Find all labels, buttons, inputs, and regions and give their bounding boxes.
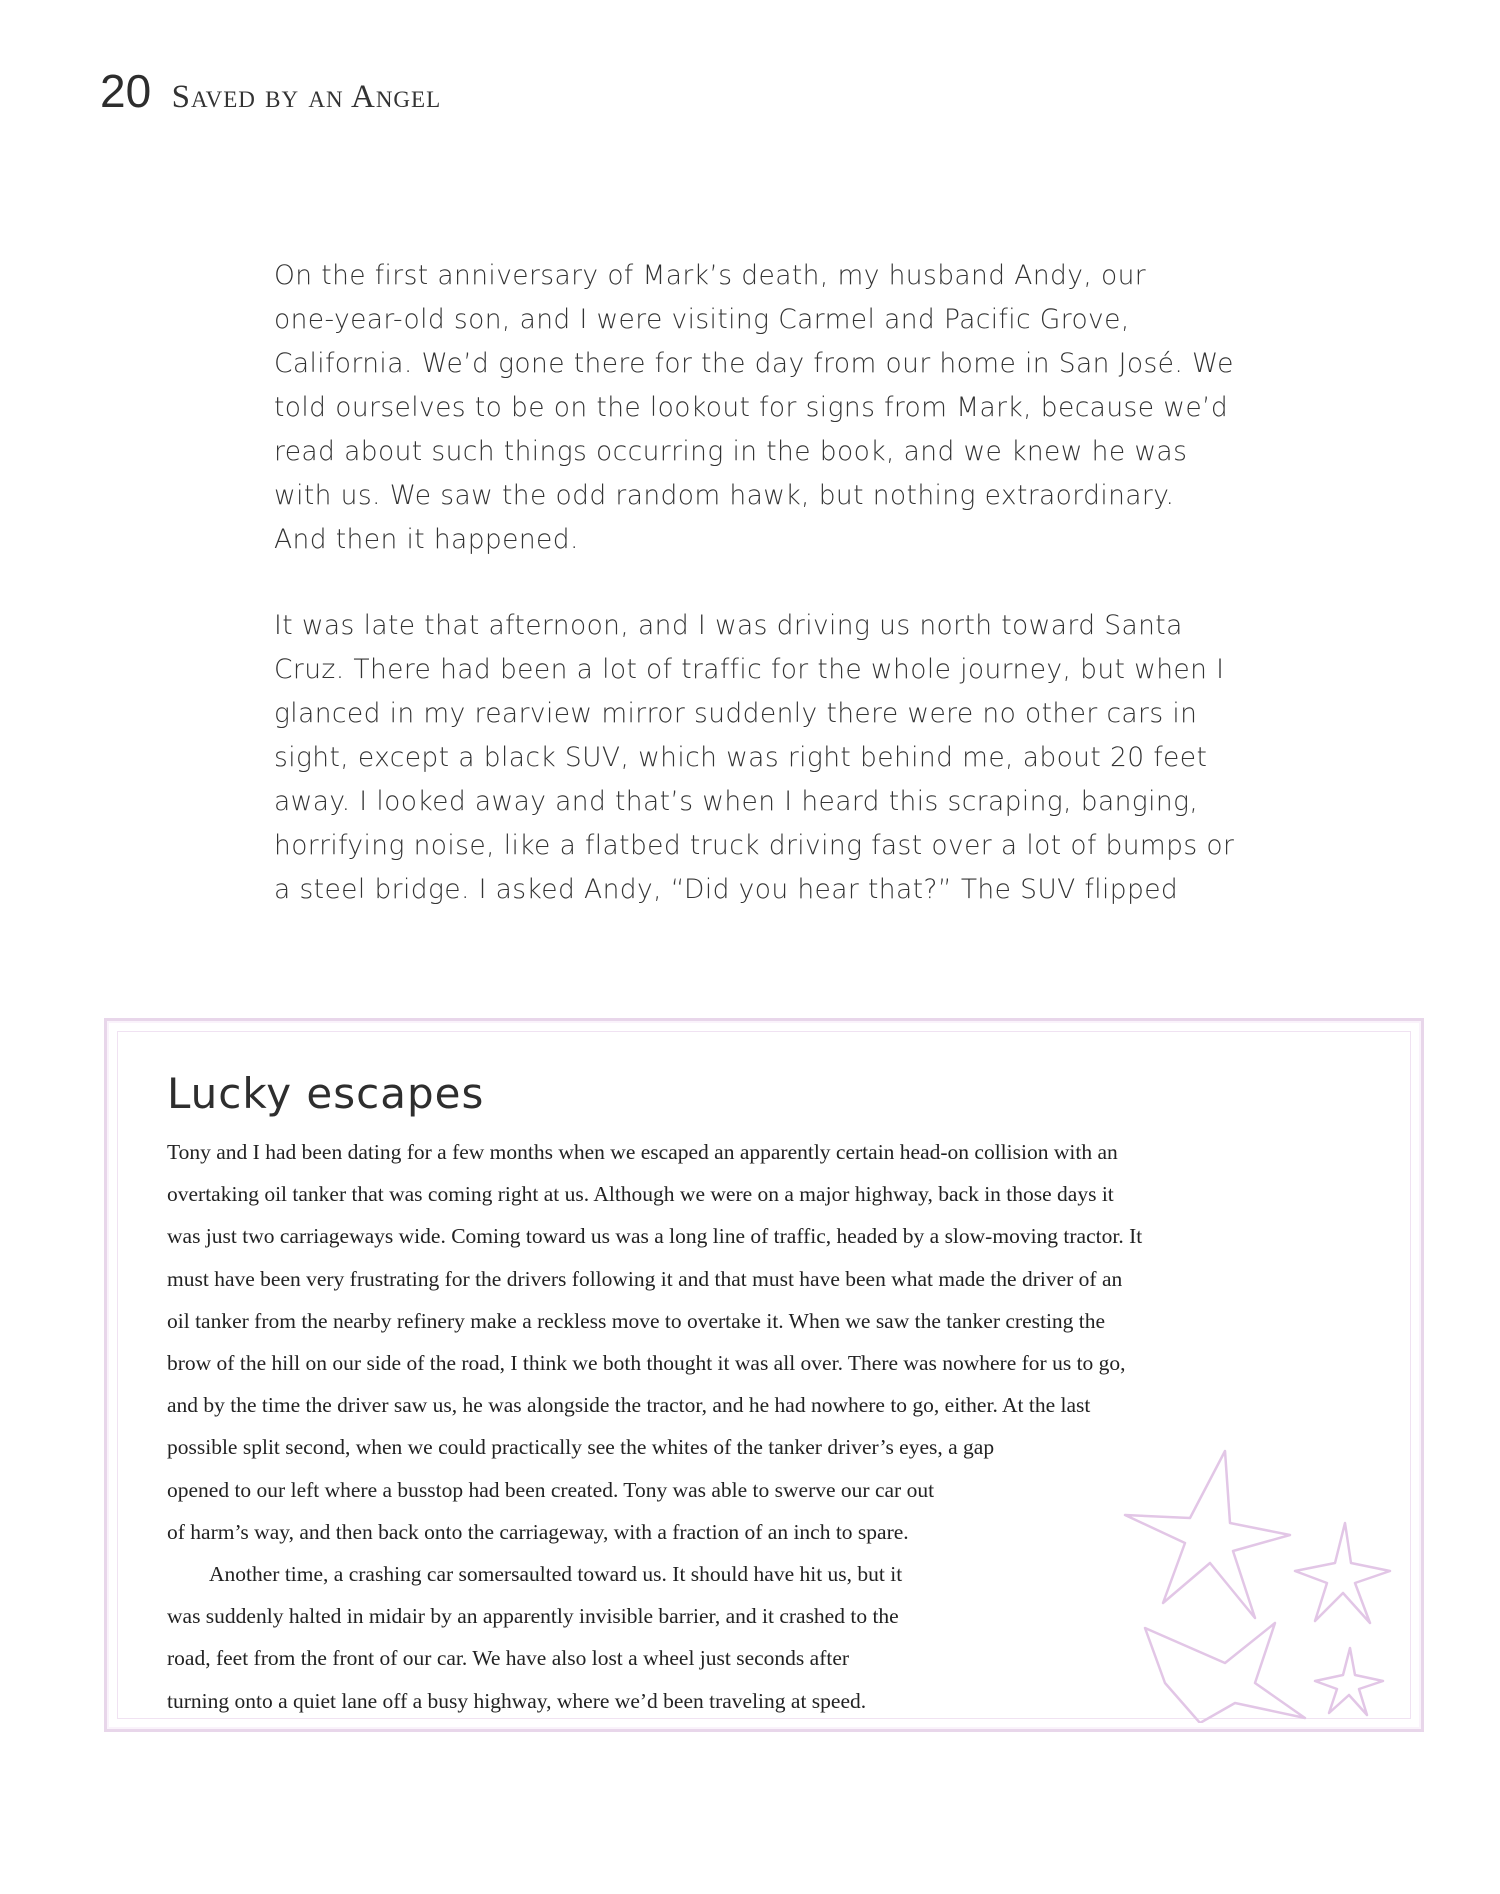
sidebar-title: Lucky escapes bbox=[167, 1069, 485, 1118]
text-line: California. We’d gone there for the day from our home in San José. We bbox=[274, 348, 1234, 379]
text-line: And then it happened. bbox=[274, 524, 579, 555]
text-line: was suddenly halted in midair by an apparently invisible barrier, and it crashed to the bbox=[167, 1604, 899, 1629]
main-paragraph-1 bbox=[274, 254, 1294, 562]
text-line: must have been very frustrating for the drivers following it and that must have been what made the driver of an bbox=[167, 1266, 1123, 1291]
text-line: was just two carriageways wide. Coming toward us was a long line of traffic, headed by a slow-moving tractor. It bbox=[167, 1224, 1143, 1249]
sidebar-body bbox=[167, 1131, 1387, 1722]
text-line: of harm’s way, and then back onto the carriageway, with a fraction of an inch to spare. bbox=[167, 1519, 909, 1544]
text-line: glanced in my rearview mirror suddenly there were no other cars in bbox=[274, 698, 1198, 729]
text-line: opened to our left where a busstop had been created. Tony was able to swerve our car out bbox=[167, 1477, 935, 1502]
book-title: Saved by an Angel bbox=[171, 79, 442, 115]
text-line: one-year-old son, and I were visiting Carmel and Pacific Grove, bbox=[274, 304, 1130, 335]
text-line: Cruz. There had been a lot of traffic for the whole journey, but when I bbox=[274, 654, 1225, 685]
text-line: with us. We saw the odd random hawk, but nothing extraordinary. bbox=[274, 480, 1175, 511]
sidebar-box bbox=[104, 1018, 1424, 1732]
text-line: overtaking oil tanker that was coming right at us. Although we were on a major highway, back in those days it bbox=[167, 1182, 1114, 1207]
text-line: Another time, a crashing car somersaulted toward us. It should have hit us, but it bbox=[209, 1562, 903, 1587]
text-line: Tony and I had been dating for a few months when we escaped an apparently certain head-on collision with an bbox=[167, 1140, 1118, 1164]
text-line: possible split second, when we could practically see the whites of the tanker driver’s eyes, a gap bbox=[167, 1435, 995, 1460]
text-line: told ourselves to be on the lookout for signs from Mark, because we’d bbox=[274, 392, 1229, 423]
text-line: and by the time the driver saw us, he was alongside the tractor, and he had nowhere to go, either. At the last bbox=[167, 1393, 1091, 1418]
main-paragraph-2 bbox=[274, 604, 1294, 912]
text-line: brow of the hill on our side of the road, I think we both thought it was all over. There was nowhere for us to go, bbox=[167, 1351, 1126, 1376]
text-line: turning onto a quiet lane off a busy highway, where we’d been traveling at speed. bbox=[167, 1688, 867, 1713]
text-line: read about such things occurring in the book, and we knew he was bbox=[274, 436, 1188, 467]
text-line: road, feet from the front of our car. We have also lost a wheel just seconds after bbox=[167, 1646, 850, 1671]
running-head bbox=[100, 64, 441, 118]
text-line: horrifying noise, like a flatbed truck driving fast over a lot of bumps or bbox=[274, 830, 1235, 861]
text-line: On the first anniversary of Mark’s death, my husband Andy, our bbox=[274, 260, 1147, 291]
text-line: oil tanker from the nearby refinery make a reckless move to overtake it. When we saw the tanker cresting the bbox=[167, 1308, 1106, 1333]
text-line: a steel bridge. I asked Andy, “Did you hear that?” The SUV flipped bbox=[274, 874, 1179, 905]
main-text bbox=[274, 254, 1294, 954]
page-number: 20 bbox=[100, 65, 152, 117]
text-line: It was late that afternoon, and I was driving us north toward Santa bbox=[274, 610, 1183, 641]
text-line: sight, except a black SUV, which was right behind me, about 20 feet bbox=[274, 742, 1208, 773]
text-line: away. I looked away and that’s when I heard this scraping, banging, bbox=[274, 786, 1199, 817]
